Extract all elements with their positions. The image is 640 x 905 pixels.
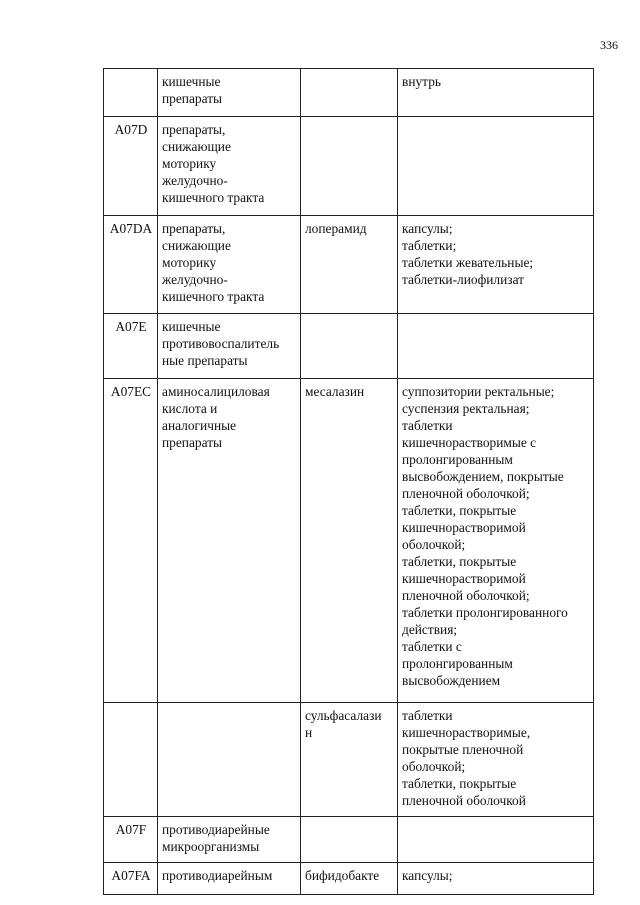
dosage-form-cell: [398, 314, 594, 379]
group-name-cell: противодиарейным: [158, 863, 301, 895]
substance-cell: [301, 314, 398, 379]
dosage-form-cell: [398, 817, 594, 863]
group-name-cell: препараты, снижающие моторику желудочно- кишечного тракта: [158, 117, 301, 216]
group-name-cell: кишечные противовоспалитель ные препараты: [158, 314, 301, 379]
substance-cell: [301, 817, 398, 863]
substance-cell: лоперамид: [301, 216, 398, 314]
table-row: [104, 216, 594, 314]
group-name-cell: кишечные препараты: [158, 69, 301, 117]
atc-code-cell: A07E: [104, 314, 158, 379]
group-name-cell: противодиарейные микроорганизмы: [158, 817, 301, 863]
page-number: 336: [600, 38, 618, 52]
dosage-form-cell: суппозитории ректальные; суспензия ректальная; таблетки кишечнорастворимые с пролонгированным высвобождением, покрытые пленочной оболочкой; таблетки, покрытые кишечнорастворимой оболочкой; таблетки, покрытые кишечнорастворимой пленочной оболочкой; таблетки пролонгированного действия; таблетки с пролонгированным высвобождением: [398, 379, 594, 703]
dosage-form-cell: капсулы;: [398, 863, 594, 895]
atc-code-cell: [104, 69, 158, 117]
substance-cell: бифидобакте: [301, 863, 398, 895]
atc-code-cell: A07EC: [104, 379, 158, 703]
atc-drug-table: [103, 68, 594, 895]
atc-code-cell: [104, 703, 158, 817]
table-row: [104, 314, 594, 379]
atc-code-cell: A07FA: [104, 863, 158, 895]
group-name-cell: аминосалициловая кислота и аналогичные препараты: [158, 379, 301, 703]
atc-code-cell: A07D: [104, 117, 158, 216]
table-row: [104, 69, 594, 117]
atc-code-cell: A07F: [104, 817, 158, 863]
group-name-cell: препараты, снижающие моторику желудочно- кишечного тракта: [158, 216, 301, 314]
table-row: [104, 817, 594, 863]
substance-cell: месалазин: [301, 379, 398, 703]
table-row: [104, 863, 594, 895]
dosage-form-cell: капсулы; таблетки; таблетки жевательные; таблетки-лиофилизат: [398, 216, 594, 314]
group-name-cell: [158, 703, 301, 817]
table-row: [104, 117, 594, 216]
table-body: [104, 69, 594, 895]
dosage-form-cell: [398, 117, 594, 216]
substance-cell: [301, 117, 398, 216]
table-row: [104, 379, 594, 703]
substance-cell: [301, 69, 398, 117]
table-row: [104, 703, 594, 817]
substance-cell: сульфасалази н: [301, 703, 398, 817]
dosage-form-cell: внутрь: [398, 69, 594, 117]
atc-code-cell: A07DA: [104, 216, 158, 314]
dosage-form-cell: таблетки кишечнорастворимые, покрытые пленочной оболочкой; таблетки, покрытые пленочной оболочкой: [398, 703, 594, 817]
